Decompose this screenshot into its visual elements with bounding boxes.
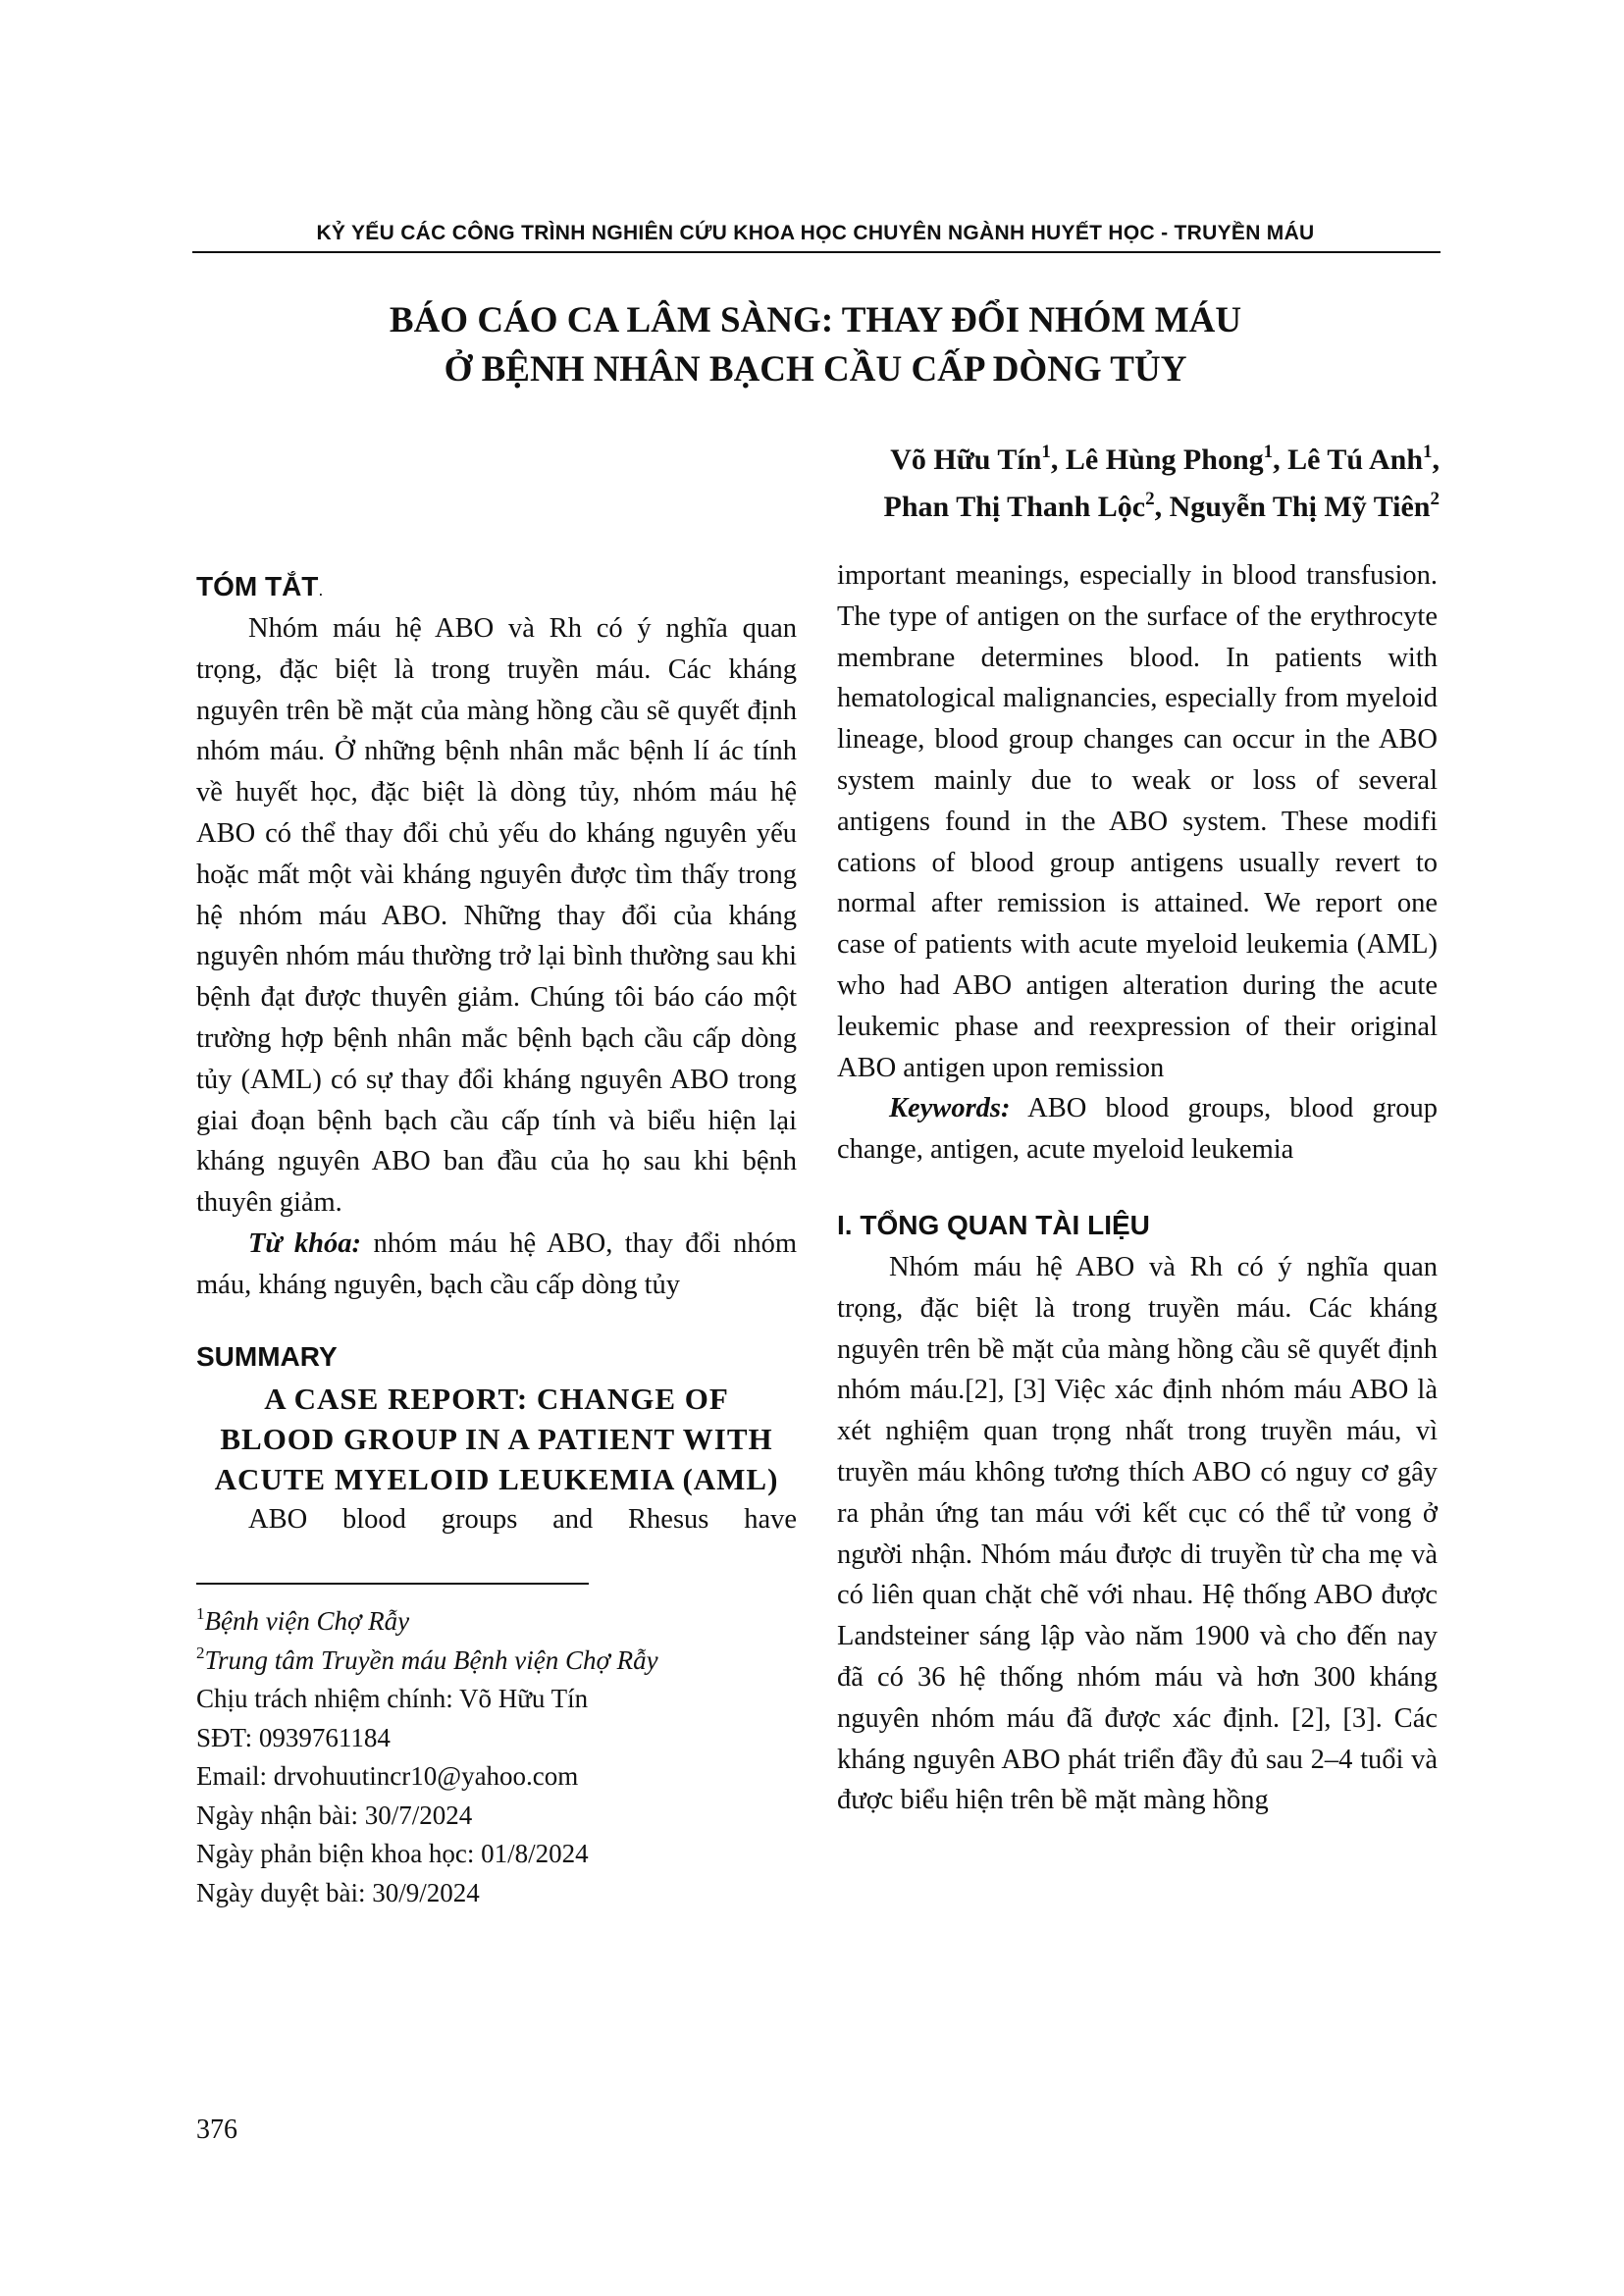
author-separator: , <box>1273 444 1288 476</box>
footnote-affiliation-1 <box>196 1602 797 1642</box>
footnote-responsible: Chịu trách nhiệm chính: Võ Hữu Tín <box>196 1684 589 1714</box>
keywords-text: nhóm máu hệ ABO, thay đổi nhóm máu, kháng nguyên, bạch cầu cấp dòng tủy <box>196 1227 798 1300</box>
author-line-1 <box>884 437 1440 484</box>
footnote-affiliation-2 <box>196 1642 797 1681</box>
affiliation-mark: 1 <box>1423 442 1433 462</box>
header-rule <box>192 251 1441 253</box>
footnote-received: Ngày nhận bài: 30/7/2024 <box>196 1800 473 1830</box>
abstract-heading-text: TÓM TẮT <box>196 571 319 601</box>
author-separator: , <box>1050 444 1066 476</box>
author-line-2 <box>884 484 1440 531</box>
footnote-mark: 2 <box>196 1643 205 1662</box>
footnote-rule <box>196 1583 589 1585</box>
footnote-email: Email: drvohuutincr10@yahoo.com <box>196 1761 579 1792</box>
title-line-2: Ở BỆNH NHÂN BẠCH CẦU CẤP DÒNG TỦY <box>444 349 1187 390</box>
affiliation-mark: 2 <box>1430 489 1440 509</box>
summary-body-start: ABO blood groups and Rhesus have <box>248 1503 797 1535</box>
summary-heading: SUMMARY <box>196 1340 338 1372</box>
affiliation-text: Bệnh viện Chợ Rẫy <box>204 1606 410 1637</box>
right-column <box>837 555 1438 1821</box>
abstract-heading-suffix: . <box>318 580 324 600</box>
keywords-label: Từ khóa: <box>248 1227 362 1259</box>
author-list <box>884 437 1440 531</box>
page-number: 376 <box>196 2114 237 2145</box>
author-name: Võ Hữu Tín <box>890 444 1042 476</box>
author-name: Phan Thị Thanh Lộc <box>883 491 1146 523</box>
footnote-phone: SĐT: 0939761184 <box>196 1722 391 1752</box>
footnote-mark: 1 <box>196 1604 205 1624</box>
section-1-body: Nhóm máu hệ ABO và Rh có ý nghĩa quan trọng, đặc biệt là trong truyền máu. Các kháng nguyên trên bề mặt của màng hồng cầu sẽ quyết định nhóm máu.[2], [3] Việc xác định nhóm máu ABO là xét nghiệm quan trọng nhất trong truyền máu, vì truyền máu không tương thích ABO có nguy cơ gây ra phản ứng tan máu với kết cục có thể tử vong ở người nhận. Nhóm máu được di truyền từ cha mẹ và có liên quan chặt chẽ với nhau. Hệ thống ABO được Landsteiner sáng lập vào năm 1900 và cho đến nay đã có 36 hệ thống nhóm máu và hơn 300 kháng nguyên nhóm máu đã được xác định. [2], [3]. Các kháng nguyên ABO phát triển đầy đủ sau 2–4 tuổi và được biểu hiện trên bề mặt màng hồng <box>837 1251 1438 1816</box>
author-separator: , <box>1432 444 1440 476</box>
affiliation-mark: 1 <box>1041 442 1051 462</box>
summary-title-line-1: A CASE REPORT: CHANGE OF <box>264 1381 729 1416</box>
article-title <box>192 296 1439 394</box>
affiliation-mark: 1 <box>1263 442 1274 462</box>
author-name: Lê Tú Anh <box>1287 444 1423 476</box>
running-header: KỶ YẾU CÁC CÔNG TRÌNH NGHIÊN CỨU KHOA HỌC CHUYÊN NGÀNH HUYẾT HỌC - TRUYỀN MÁU <box>316 222 1315 244</box>
author-name: Nguyễn Thị Mỹ Tiên <box>1169 491 1431 523</box>
summary-title-line-2: BLOOD GROUP IN A PATIENT WITH <box>220 1421 773 1456</box>
footnote-accepted: Ngày duyệt bài: 30/9/2024 <box>196 1877 480 1907</box>
summary-title <box>196 1379 797 1499</box>
affiliation-text: Trung tâm Truyền máu Bệnh viện Chợ Rẫy <box>204 1644 658 1675</box>
abstract-heading <box>196 571 797 602</box>
footnote-reviewed: Ngày phản biện khoa học: 01/8/2024 <box>196 1839 589 1869</box>
summary-body-continued: important meanings, especially in blood transfusion. The type of antigen on the surface of the erythrocyte membrane determines blood. In patients with hematological malignancies, especially from myeloid lineage, blood group changes can occur in the ABO system mainly due to weak or loss of several antigens found in the ABO system. These modifi cations of blood group antigens usually revert to normal after remission is attained. We report one case of patients with acute myeloid leukemia (AML) who had ABO antigen alteration during the acute leukemic phase and reexpression of their original ABO antigen upon remission <box>837 560 1438 1083</box>
summary-title-line-3: ACUTE MYELOID LEUKEMIA (AML) <box>214 1461 779 1496</box>
title-line-1: BÁO CÁO CA LÂM SÀNG: THAY ĐỔI NHÓM MÁU <box>389 300 1242 340</box>
affiliation-mark: 2 <box>1145 489 1155 509</box>
abstract-body: Nhóm máu hệ ABO và Rh có ý nghĩa quan trọng, đặc biệt là trong truyền máu. Các kháng nguyên trên bề mặt của màng hồng cầu sẽ quyết định nhóm máu. Ở những bệnh nhân mắc bệnh lí ác tính về huyết học, đặc biệt là dòng tủy, nhóm máu hệ ABO có thể thay đổi chủ yếu do kháng nguyên yếu hoặc mất một vài kháng nguyên được tìm thấy trong hệ nhóm máu ABO. Những thay đổi của kháng nguyên nhóm máu thường trở lại bình thường sau khi bệnh đạt được thuyên giảm. Chúng tôi báo cáo một trường hợp bệnh nhân mắc bệnh bạch cầu cấp dòng tủy (AML) có sự thay đổi kháng nguyên ABO trong giai đoạn bệnh bạch cầu cấp tính và biểu hiện lại kháng nguyên ABO ban đầu của họ sau khi bệnh thuyên giảm. <box>196 613 797 1219</box>
author-separator: , <box>1154 491 1170 523</box>
summary-keywords <box>837 1088 1438 1171</box>
author-name: Lê Hùng Phong <box>1065 444 1264 476</box>
keywords-text: ABO blood groups, blood group change, antigen, acute myeloid leukemia <box>837 1093 1438 1166</box>
abstract-keywords <box>196 1224 797 1306</box>
left-column <box>196 555 797 1912</box>
keywords-label: Keywords: <box>889 1093 1011 1124</box>
section-1-heading: I. TỔNG QUAN TÀI LIỆU <box>837 1209 1150 1240</box>
